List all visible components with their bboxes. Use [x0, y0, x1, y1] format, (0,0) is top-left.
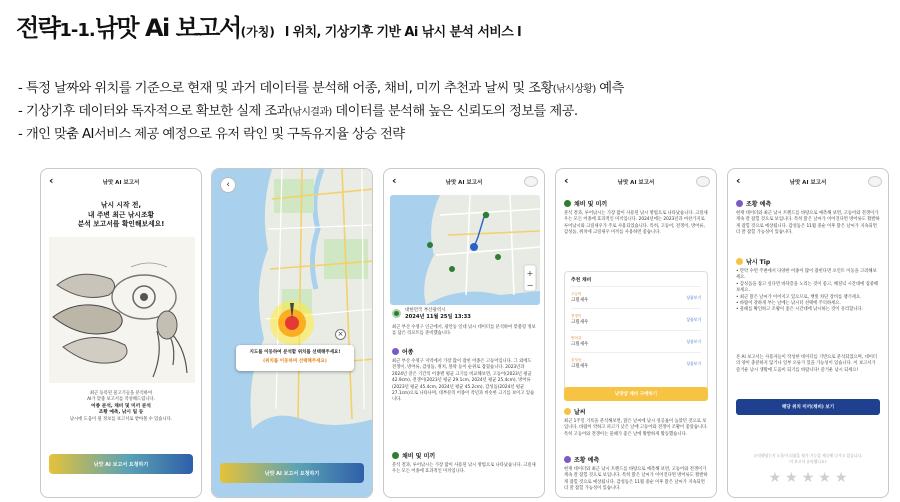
report-map[interactable] [390, 195, 540, 305]
phone-screen-report-tips [727, 168, 889, 498]
recommended-feeds: 추천 채비 고등어 크릴새우 상품보기 전갱이 크릴새우 상품보기 방어류 크릴새우 상품보기 감성돔 크릴새우 상품보기 [564, 271, 708, 391]
heading-part3: 낚맛 Ai 보고서 [94, 14, 241, 42]
hook-icon [392, 452, 399, 459]
view-product-link[interactable]: 상품보기 [686, 360, 701, 366]
slide-heading [16, 8, 521, 43]
location-name: 대한민국 부산광역시 [405, 308, 446, 313]
forecast-section: 조황 예측 현재 데이터와 최근 낚시 트렌드를 바탕으로 예측해 보면, 고등어와 전갱이가 계속 잘 잡힐 것으로 보입니다. 특히 맑은 날씨가 이어진다면 방어류도 활발하게 잡힐 것으로 예상됩니다. 감성돔은 11월 중순 이후 맑은 날씨가 지속되면 더 잘 잡힐 가능성이 있습니다. [564, 457, 708, 492]
intro-title: 낚시 시작 전, 내 주변 최근 낚시조황 분석 보고서를 확인해보세요! [77, 201, 165, 228]
back-icon[interactable]: ‹ [392, 174, 397, 187]
list-item: • 물때를 확인하고 조황이 좋은 시간대에 낚시하는 것이 유리합니다. [736, 307, 863, 313]
heading-part1: 전략 [16, 14, 60, 42]
report-intro: 최근 부산 수영구 인근에서, 광안동 일대 낚시 데이터를 분석하여 맞춤형 정보를 담은 리포트를 준비했습니다. [392, 325, 536, 337]
bullet-item: - 특정 날짜와 위치를 기준으로 현재 및 과거 데이터를 분석해 어종, 채비, 미끼 추천과 날씨 및 조황(낚시상황) 예측 [18, 81, 624, 96]
lightbulb-icon [736, 258, 743, 265]
screen-title: 낚맛 AI 보고서 [789, 180, 827, 186]
star-icon[interactable]: ★ [785, 470, 798, 486]
logo-icon [868, 176, 882, 187]
forecast-icon [564, 456, 571, 463]
forecast-section: 조황 예측 현재 데이터와 최근 낚시 트렌드를 바탕으로 예측해 보면, 고등어와 전갱이가 계속 잘 잡힐 것으로 보입니다. 특히 맑은 날씨가 이어진다면 방어류도 활발하게 잡힐 것으로 예상됩니다. 감성돔은 11월 중순 이후 맑은 날씨가 지속되면 더 잘 잡힐 가능성이 있습니다. [736, 201, 880, 236]
heading-part2: 1-1. [59, 20, 95, 41]
heading-part4: (가칭) [240, 25, 275, 39]
star-icon[interactable]: ★ [768, 470, 782, 486]
svg-text:−: − [526, 281, 534, 290]
report-datetime: 2024년 11월 25일 13:33 [405, 314, 471, 320]
list-item: • 만약 수면 주변에서 다양한 어종이 많이 잡힌다면 포인트 이동을 고려해보세요. [736, 269, 877, 281]
view-location-bait-button[interactable]: 해당 위치 미끼(채비) 보기 [736, 399, 880, 415]
location-pin-icon [392, 309, 401, 318]
bait-section: 채비 및 미끼 분석 결과, 루어낚시는 가장 많이 사용된 낚시 방법으로 나타났습니다. 크릴새우는 모든 어종에 효과적인 미끼입니다. 2024년에는 2023년과 마찬가지로 루어낚시와 크릴새우가 주로 사용되었습니다. 특히, 고등어, 전갱이, 방어류, 감성돔, 쥐치에 크릴새우 미끼를 사용하면 좋습니다. [564, 201, 708, 236]
star-icon[interactable]: ★ [834, 470, 848, 486]
sun-icon [564, 408, 571, 415]
bait-section: 채비 및 미끼 분석 결과, 루어낚시는 가장 많이 사용된 낚시 방법으로 나타났습니다. 크릴새우는 모든 어종에 효과적인 미끼입니다. [392, 453, 536, 475]
phone-screen-map [211, 168, 373, 498]
list-item: 방어류 크릴새우 상품보기 [571, 330, 701, 352]
list-item: 감성돔 크릴새우 상품보기 [571, 352, 701, 374]
star-icon[interactable]: ★ [801, 470, 815, 486]
phone-screen-report-bait [555, 168, 717, 498]
view-product-link[interactable]: 상품보기 [686, 316, 701, 322]
list-item: • 바람이 강하게 부는 날에는 낚시터 선택에 주의하세요. [736, 301, 841, 307]
fish-illustration [49, 237, 195, 383]
location-info [392, 307, 471, 320]
view-product-link[interactable]: 상품보기 [686, 294, 701, 300]
intro-description: 최근 등록된 물고기들을 분석하여 AI가 맞춤 보고서를 작성해드립니다. 어종 분석, 채비 및 미끼 분석 조황 예측, 낚시 팁 등 낚시에 도움이 될 정보를 보고서로 받아볼 수 있습니다. [69, 391, 173, 422]
location-map[interactable] [212, 169, 373, 498]
screen-title: 낚맛 AI 보고서 [445, 180, 483, 186]
screen-title: 낚맛 AI 보고서 [617, 180, 655, 186]
rating-stars [728, 471, 888, 485]
logo-icon [696, 176, 710, 187]
list-item: 고등어 크릴새우 상품보기 [571, 286, 701, 308]
phone-screen-intro [40, 168, 202, 498]
view-product-link[interactable]: 상품보기 [686, 338, 701, 344]
buy-feeds-button[interactable]: 낚맛샵 채비 구매하기 [564, 387, 708, 401]
tips-section: 낚시 Tip • 만약 수면 주변에서 다양한 어종이 많이 잡힌다면 포인트 이동을 고려해보세요. • 감성돔을 잡고 싶다면 바닥층을 노리는 것이 좋고, 해질녘 시간대에 집중해 보세요. • 최근 맑은 날씨가 이어지고 있으므로, 햇빛 차단 장비를 챙기세요. • 바람이 강하게 부는 날에는 낚시터 선택에 주의하세요. • 물때를 확인하고 조황이 좋은 시간대에 낚시하는 것이 유리합니다. [736, 259, 879, 313]
location-hint-popup: 지도를 이동하여 분석할 위치를 선택해주세요! (위치를 이동하며 선택해주세요) [236, 345, 354, 371]
back-icon[interactable]: ‹ [220, 177, 236, 193]
list-item: 전갱이 크릴새우 상품보기 [571, 308, 701, 330]
star-icon[interactable]: ★ [818, 470, 831, 486]
heading-rest: l 위치, 기상기후 기반 Ai 낚시 분석 서비스 l [284, 25, 521, 40]
weather-section: 날씨 최근 1주일 기록을 분석해보면, 맑은 날씨에 낚시 성공률이 높았던 것으로 보입니다. 바람이 약하고 파고가 낮은 날에 고등어와 전갱이 조황이 좋았습니다. 특히 고등어와 전갱이는 물때가 좋은 날에 활발하게 활동했습니다. [564, 409, 708, 437]
request-report-button[interactable]: 낚맛 AI 보고서 요청하기 [220, 463, 364, 483]
svg-text:+: + [526, 269, 534, 278]
back-icon[interactable]: ‹ [564, 174, 569, 187]
logo-icon [524, 176, 538, 187]
phone-screen-report-species [383, 168, 545, 498]
list-item: • 최근 맑은 날씨가 이어지고 있으므로, 햇빛 차단 장비를 챙기세요. [736, 294, 862, 300]
request-report-button[interactable]: 낚맛 AI 보고서 요청하기 [49, 454, 193, 474]
bullet-item: - 개인 맞춤 AI서비스 제공 예정으로 유저 락인 및 구독유지율 상승 전략 [18, 127, 405, 142]
bullet-list [18, 78, 624, 146]
screen-title: 낚맛 AI 보고서 [102, 180, 140, 186]
forecast-icon [736, 200, 743, 207]
hook-icon [564, 200, 571, 207]
fish-icon [392, 348, 399, 355]
species-section: 어종 최근 부산 수영구 지역에서 가장 많이 잡힌 어종은 고등어입니다. 그 외에도 전갱이, 방어류, 감성돔, 쥐치, 볼락 등이 순위로 잡혔습니다. 2023년과 2024년 같은 기간의 어종별 평균 크기를 비교해보면, 고등어(2023년 평균 42.9cm), 전갱이(2023년 평균 29.1cm, 2024년 평균 25.4cm), 방어류(2023년 평균 45.4cm, 2024년 평균 45.2cm), 감성돔(2024년 평균 27.1cm)으로 나타나며, 대부분의 어종이 작년과 비슷한 크기를 보이고 있습니다. [392, 349, 535, 403]
close-icon[interactable]: × [335, 329, 346, 340]
bullet-item: - 기상기후 데이터와 독자적으로 확보한 실제 조과(낚시결과) 데이터를 분석해 높은 신뢰도의 정보를 제공. [18, 104, 578, 119]
back-icon[interactable]: ‹ [49, 174, 54, 187]
report-summary: 본 AI 보고서는 사용자들이 작성한 데이터를 기반으로 분석되었으며, 데이터의 양이 충분하지 않거나 일부 오류가 있을 가능성이 있습니다. 이 보고서가 즐거운 낚시 생활에 도움이 되기를 바랍니다! 즐거운 낚시 되세요! [736, 355, 878, 373]
feedback-question: 유익했셨는지 도움이 되셨을 평가 기능을 제공해 나가고 있습니다. 이 보고서 유익했나요? [753, 453, 863, 464]
back-icon[interactable]: ‹ [736, 174, 741, 187]
list-item: • 감성돔을 잡고 싶다면 바닥층을 노리는 것이 좋고, 해질녘 시간대에 집중해 보세요. [736, 281, 879, 294]
